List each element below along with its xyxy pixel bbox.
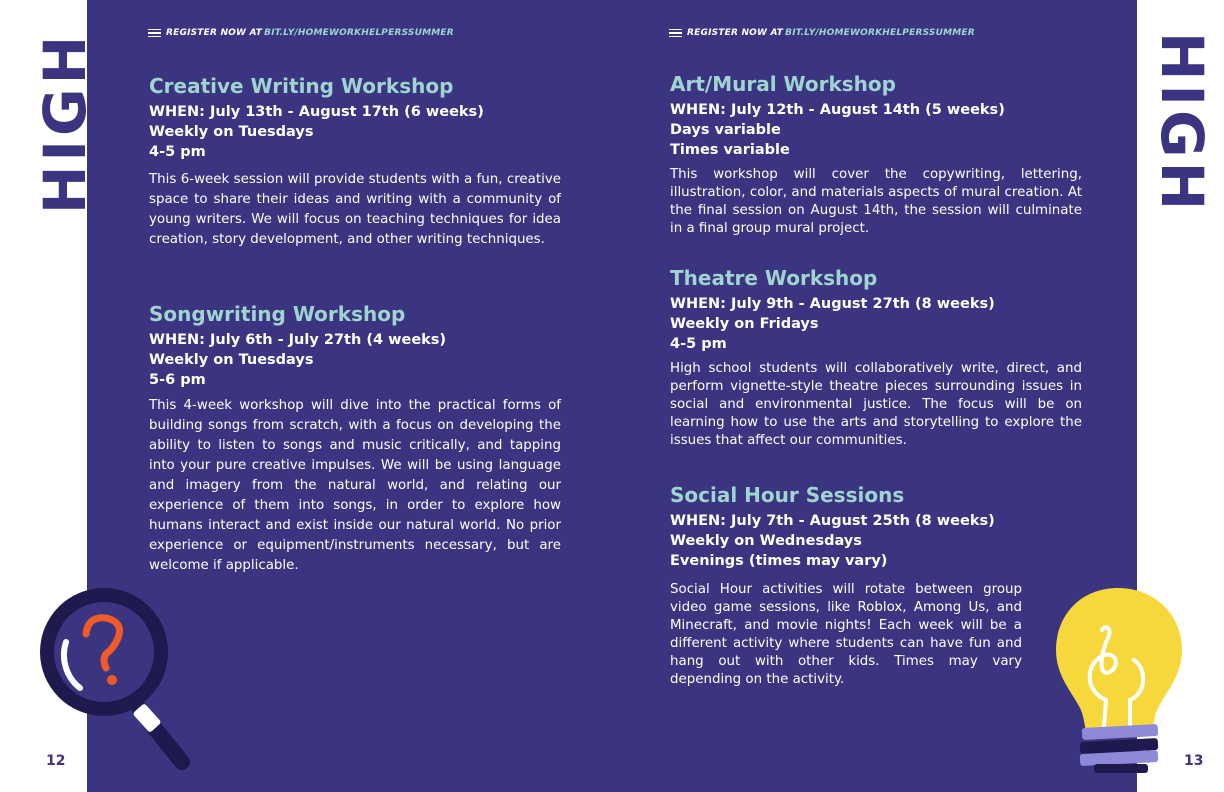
workshop-section — [670, 72, 1082, 238]
register-link[interactable]: BIT.LY/HOMEWORKHELPERSSUMMER — [785, 28, 975, 38]
workshop-section — [670, 266, 1082, 450]
left-page — [149, 26, 561, 573]
magnifying-glass-question-icon — [36, 584, 196, 774]
workshop-schedule: Days variable — [670, 122, 781, 138]
workshop-description: This workshop will cover the copywriting, lettering, illustration, color, and materials aspects of mural creation. At the final session on August 14th, the session will culminate in a final group mural project. — [670, 167, 1082, 236]
workshop-title: Art/Mural Workshop — [670, 72, 896, 96]
workshop-when: WHEN: July 6th - July 27th (4 weeks) — [149, 332, 447, 348]
workshop-description: This 6-week session will provide students with a fun, creative space to share their ideas and writing with a community of young writers. We will focus on teaching techniques for idea creation, story development, and other writing techniques. — [149, 172, 561, 247]
workshop-schedule: Weekly on Wednesdays — [670, 533, 862, 549]
workshop-when: WHEN: July 13th - August 17th (6 weeks) — [149, 104, 484, 120]
page-number-right: 13 — [1184, 753, 1204, 769]
workshop-time: 5-6 pm — [149, 372, 206, 388]
workshop-title: Songwriting Workshop — [149, 302, 406, 326]
page-number-left: 12 — [46, 753, 66, 769]
menu-lines-icon — [148, 29, 161, 38]
side-tab-left: HIGH — [31, 31, 99, 215]
workshop-section — [670, 483, 1082, 689]
right-page — [670, 26, 1082, 687]
register-prefix: REGISTER NOW AT — [687, 28, 784, 38]
workshop-schedule: Weekly on Tuesdays — [149, 352, 314, 368]
workshop-description: High school students will collaboratively write, direct, and perform vignette-style theatre pieces surrounding issues in social and environmental justice. The focus will be on learning how to use the arts and storytelling to explore the issues that affect our communities. — [670, 361, 1082, 448]
workshop-time: Evenings (times may vary) — [670, 553, 888, 569]
workshop-time: Times variable — [670, 142, 790, 158]
menu-lines-icon — [669, 29, 682, 38]
workshop-title: Social Hour Sessions — [670, 483, 905, 507]
workshop-section — [149, 302, 561, 576]
workshop-description: Social Hour activities will rotate between group video game sessions, like Roblox, Among Us, and Minecraft, and movie nights! Each week will be a different activity where students can have fun and hang out with other kids. Times may vary depending on the activity. — [670, 582, 1022, 687]
workshop-title: Creative Writing Workshop — [149, 74, 454, 98]
workshop-when: WHEN: July 7th - August 25th (8 weeks) — [670, 513, 995, 529]
register-banner — [669, 26, 1082, 40]
register-prefix: REGISTER NOW AT — [166, 28, 263, 38]
workshop-description: This 4-week workshop will dive into the practical forms of building songs from scratch, with a focus on developing the ability to listen to songs and music critically, and tapping into your pure creative impulses. We will be using language and imagery from the natural world, and relating our experience of them into songs, in order to explore how humans interact and exist inside our natural world. No prior experience or equipment/instruments necessary, but are welcome if applicable. — [149, 398, 561, 573]
workshop-title: Theatre Workshop — [670, 266, 878, 290]
workshop-schedule: Weekly on Fridays — [670, 316, 819, 332]
side-tab-right: HIGH — [1148, 31, 1216, 215]
workshop-section — [149, 74, 561, 250]
workshop-when: WHEN: July 9th - August 27th (8 weeks) — [670, 296, 995, 312]
register-link[interactable]: BIT.LY/HOMEWORKHELPERSSUMMER — [264, 28, 454, 38]
lightbulb-icon — [1050, 584, 1190, 776]
workshop-when: WHEN: July 12th - August 14th (5 weeks) — [670, 102, 1005, 118]
register-banner — [148, 26, 561, 40]
workshop-time: 4-5 pm — [149, 144, 206, 160]
workshop-schedule: Weekly on Tuesdays — [149, 124, 314, 140]
workshop-time: 4-5 pm — [670, 336, 727, 352]
